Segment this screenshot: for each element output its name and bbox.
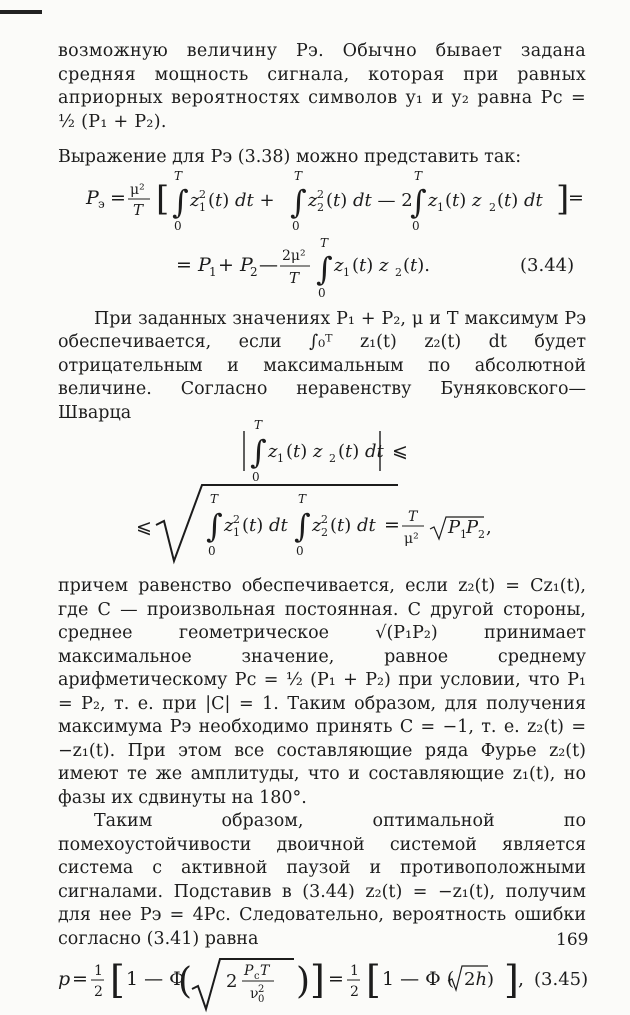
inequality-line-1 (244, 418, 408, 484)
svg-text:z: z (224, 515, 234, 536)
svg-text:z: z (428, 189, 438, 211)
svg-text:T: T (260, 963, 270, 979)
svg-text:э: э (98, 196, 105, 211)
svg-text:P: P (86, 186, 99, 209)
svg-text:T: T (414, 168, 423, 183)
svg-text:2: 2 (233, 513, 240, 526)
svg-text:P: P (244, 963, 254, 979)
equation-3-45-label: (3.45) (534, 969, 589, 990)
svg-text:2: 2 (317, 200, 324, 214)
svg-text:P: P (448, 517, 461, 538)
inequality-line-2 (136, 485, 492, 561)
svg-text:=: = (110, 186, 126, 209)
svg-text:2: 2 (489, 200, 496, 214)
svg-text:(t) dt: (t) dt (330, 515, 376, 536)
svg-text:T: T (254, 418, 263, 432)
paragraph-1: возможную величину Pэ. Обычно бывает задана средняя мощность сигнала, которая при равных априорных вероятностях символов y₁ и y₂ равна Pс = ½ (P₁ + P₂). (58, 41, 586, 132)
svg-text:c: c (254, 971, 260, 982)
svg-text:1: 1 (437, 200, 444, 214)
svg-text:∫: ∫ (294, 507, 311, 545)
svg-text:(: ( (178, 961, 193, 1002)
svg-text:(t) z: (t) z (352, 254, 389, 276)
svg-text:]: ] (310, 958, 325, 1002)
equation-3-44-line-2 (176, 236, 574, 300)
svg-text:∫: ∫ (290, 182, 307, 221)
svg-text:T: T (174, 168, 183, 183)
svg-text:0: 0 (208, 544, 216, 558)
svg-text:[: [ (366, 958, 381, 1002)
svg-text:]: ] (556, 178, 570, 219)
svg-text:2: 2 (226, 971, 238, 992)
svg-text:[: [ (156, 178, 170, 219)
svg-text:(t) dt: (t) dt (242, 515, 288, 536)
svg-text:1: 1 (94, 963, 103, 979)
paragraph-2: Выражение для Pэ (3.38) можно представить так: (58, 147, 522, 167)
svg-text:∫: ∫ (410, 182, 427, 221)
svg-text:1 — Φ (: 1 — Φ ( (382, 968, 455, 990)
svg-text:=: = (384, 514, 400, 536)
svg-text:0: 0 (292, 218, 300, 233)
svg-text:T: T (298, 492, 307, 506)
svg-text:z: z (190, 189, 200, 211)
svg-text:1: 1 (209, 264, 217, 279)
svg-text:2: 2 (321, 526, 328, 539)
svg-text:p: p (58, 968, 71, 990)
svg-text:∫: ∫ (172, 182, 189, 221)
svg-text:(t) dt: (t) dt (497, 189, 543, 211)
svg-text:2h): 2h) (464, 969, 495, 990)
svg-text:= P: = P (176, 253, 211, 276)
svg-text:z: z (312, 515, 322, 536)
svg-text:1: 1 (277, 452, 284, 465)
svg-text:2: 2 (350, 984, 359, 1000)
svg-text:μ²: μ² (130, 181, 145, 198)
svg-text:ν: ν (250, 986, 259, 1002)
svg-text:0: 0 (174, 218, 182, 233)
svg-text:T: T (210, 492, 219, 506)
svg-text:(t) z: (t) z (286, 441, 323, 462)
svg-text:⩽: ⩽ (136, 516, 152, 538)
svg-text:2: 2 (250, 264, 258, 279)
svg-text:—: — (259, 253, 278, 276)
svg-text:2: 2 (321, 513, 328, 526)
svg-text:(t) dt: (t) dt (338, 441, 384, 462)
svg-text:z: z (268, 441, 278, 462)
svg-text:∫: ∫ (316, 249, 333, 288)
bunyakovsky-inequality (58, 418, 586, 575)
paragraph-5: Таким образом, оптимальной по помехоустойчивости двоичной системой является система с активной паузой и противоположными сигналами. Подставив в (3.44) z₂(t) = −z₁(t), получим для нее Pэ = 4Pс. Следовательно, вероятность ошибки согласно (3.41) равна (58, 811, 586, 949)
svg-text:P: P (466, 517, 479, 538)
svg-text:T: T (294, 168, 303, 183)
svg-text:T: T (289, 268, 300, 287)
svg-text:2: 2 (258, 984, 265, 995)
svg-text:]: ] (504, 958, 519, 1002)
svg-text:2: 2 (329, 452, 336, 465)
svg-text:,: , (486, 517, 492, 538)
page-number: 169 (556, 930, 589, 950)
svg-text:(t) z: (t) z (445, 189, 482, 211)
svg-text:1: 1 (350, 963, 359, 979)
svg-text:(t).: (t). (403, 254, 431, 276)
svg-text:μ²: μ² (404, 531, 419, 547)
svg-text:1: 1 (343, 265, 350, 279)
svg-text:0: 0 (258, 994, 265, 1005)
svg-text:=: = (328, 968, 344, 990)
svg-text:2: 2 (317, 187, 324, 201)
svg-text:0: 0 (318, 285, 326, 300)
svg-text:+ P: + P (218, 253, 253, 276)
svg-text:2: 2 (199, 187, 206, 201)
svg-text:T: T (133, 200, 144, 219)
svg-text:,: , (518, 968, 525, 990)
equation-3-44 (58, 170, 586, 308)
svg-text:z: z (308, 189, 318, 211)
svg-text:∫: ∫ (250, 433, 267, 471)
svg-text:∫: ∫ (206, 507, 223, 545)
svg-text:=: = (568, 186, 584, 209)
svg-text:2μ²: 2μ² (282, 247, 306, 264)
svg-text:): ) (296, 961, 311, 1002)
svg-text:2: 2 (478, 528, 485, 541)
svg-text:[: [ (110, 958, 125, 1002)
paragraph-4: причем равенство обеспечивается, если z₂(t) = Cz₁(t), где C — произвольная постоянная. С другой стороны, среднее геометрическое √(P₁P₂) принимает максимальное значение, равное среднему арифметическому Pс = ½ (P₁ + P₂) при условии, что P₁ = P₂, т. е. при |C| = 1. Таким образом, для получения максимума Pэ необходимо принять C = −1, т. е. z₂(t) = −z₁(t). При этом все составляющие ряда Фурье z₂(t) имеют те же амплитуды, что и составляющие z₁(t), но фазы их сдвинуты на 180°. (58, 576, 586, 808)
svg-text:1: 1 (460, 528, 467, 541)
svg-text:z: z (334, 254, 344, 276)
svg-text:1: 1 (199, 200, 206, 214)
svg-text:1 — Φ: 1 — Φ (126, 968, 185, 990)
svg-text:⩽: ⩽ (392, 440, 408, 462)
equation-3-44-line-1 (85, 169, 584, 233)
scan-edge-mark (0, 10, 42, 14)
svg-text:=: = (72, 968, 88, 990)
svg-text:0: 0 (412, 218, 420, 233)
svg-text:1: 1 (233, 526, 240, 539)
svg-text:0: 0 (252, 470, 260, 484)
equation-3-45 (58, 951, 589, 1015)
svg-text:T: T (408, 509, 418, 525)
paragraph-3: При заданных значениях P₁ + P₂, μ и T максимум Pэ обеспечивается, если ∫₀ᵀ z₁(t) z₂(t) dt будет отрицательным и максимальным по абсолютной величине. Согласно неравенству Буняковского—Шварца (58, 308, 586, 423)
svg-text:0: 0 (296, 544, 304, 558)
svg-text:(t) dt +: (t) dt + (208, 189, 275, 211)
svg-text:(t) dt — 2: (t) dt — 2 (326, 189, 413, 211)
equation-3-44-label: (3.44) (520, 254, 575, 276)
svg-text:T: T (320, 235, 329, 250)
page-body (58, 40, 589, 1015)
svg-text:2: 2 (94, 984, 103, 1000)
svg-text:2: 2 (395, 265, 402, 279)
